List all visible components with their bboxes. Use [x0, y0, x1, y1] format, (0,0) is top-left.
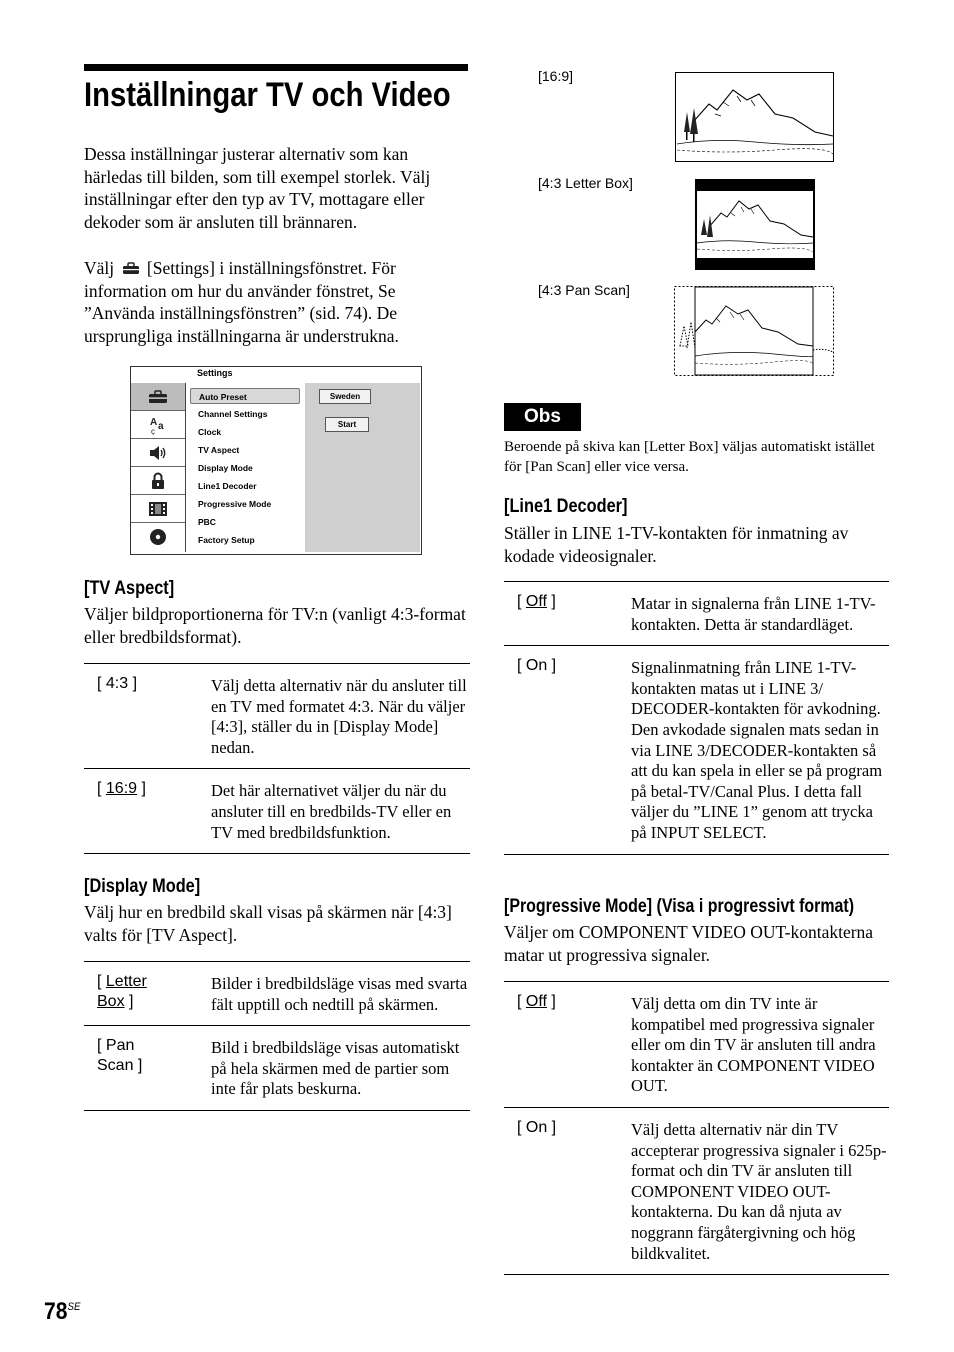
option-label: [ Off ] — [517, 993, 556, 1010]
table-row — [504, 646, 889, 854]
progressive-mode-heading: [Progressive Mode] (Visa i progressivt format) — [504, 896, 855, 917]
display-mode-table — [84, 961, 470, 1111]
start-button[interactable]: Start — [325, 417, 369, 432]
option-desc: Bild i bredbildsläge visas automatiskt på hela skärmen med de partier som inte får plats beskurna. — [211, 1038, 460, 1099]
label-16-9: [16:9] — [538, 68, 574, 84]
title-rule — [84, 64, 468, 71]
intro-settings-text: [Settings] i inställningsfönstret. För information om hur du använder fönstret, Se ”Använda inställningsfönstren” (sid. 74). De ursprungliga inställningarna är understrukna. — [84, 258, 399, 346]
progressive-mode-desc: Väljer om COMPONENT VIDEO OUT-kontakterna matar ut progressiva signaler. — [504, 922, 874, 965]
page-suffix: SE — [67, 1301, 81, 1313]
display-mode-heading: [Display Mode] — [84, 876, 201, 897]
table-row — [84, 664, 470, 769]
country-select-button[interactable]: Sweden — [319, 389, 371, 404]
table-row — [504, 582, 889, 646]
option-desc: Välj detta alternativ när din TV accepterar progressiva signaler i 625p-format och din TV är ansluten till COMPONENT VIDEO OUT-kontakterna. Du kan då njuta av noggrann färgåtergivning och hög bildkvalitet. — [631, 1119, 887, 1263]
page-title: Inställningar TV och Video — [84, 76, 451, 114]
table-row — [504, 982, 889, 1108]
option-label: [ Off ] — [517, 593, 556, 610]
menu-item-tv-aspect[interactable]: TV Aspect — [198, 445, 240, 455]
menu-item-line1-decoder[interactable]: Line1 Decoder — [198, 481, 257, 491]
menu-item-auto-preset[interactable]: Auto Preset — [190, 388, 300, 404]
progressive-mode-table — [504, 981, 889, 1275]
audio-speaker-icon[interactable] — [131, 439, 185, 467]
option-desc: Välj detta om din TV inte är kompatibel med progressiva signaler eller om din TV är ansluten till andra kontakter än COMPONENT VIDEO OUT. — [631, 994, 876, 1096]
illustration-panscan — [674, 286, 834, 376]
menu-item-factory-setup[interactable]: Factory Setup — [198, 535, 255, 545]
svg-text:A: A — [150, 416, 158, 428]
dialog-icon-column — [131, 383, 186, 552]
option-label: [ 16:9 ] — [97, 780, 146, 798]
intro-settings-paragraph — [84, 257, 468, 347]
option-label: [ On ] — [517, 657, 557, 675]
option-label: [ Pan Scan ] — [97, 1037, 143, 1075]
note-text: Beroende på skiva kan [Letter Box] väljas automatiskt istället för [Pan Scan] eller vice versa. — [504, 439, 875, 475]
note-badge: Obs — [504, 403, 581, 431]
option-desc: Det här alternativet väljer du när du ansluter till en bredbilds-TV eller en TV med bredbildsfunktion. — [211, 781, 452, 842]
illustration-letterbox — [695, 179, 815, 270]
svg-text:a: a — [158, 420, 164, 432]
option-desc: Signalinmatning från LINE 1-TV-kontakten matas ut i LINE 3/ DECODER-kontakten för avkodning. Den avkodade signalen mats sedan in via LINE 3/DECODER-kontakten så att du kan spela in eller se på program på betal-TV/Canal Plus. I detta fall väljer du ”LINE 1” genom att trycka på INPUT SELECT. — [631, 658, 883, 842]
menu-item-pbc[interactable]: PBC — [198, 517, 216, 527]
intro-text: Dessa inställningar justerar alternativ som kan härledas till bilden, som till exempel storlek. Välj inställningar efter den typ av TV, mottagare eller dekoder som är ansluten till brännaren. — [84, 144, 431, 232]
menu-item-clock[interactable]: Clock — [198, 427, 222, 437]
menu-item-display-mode[interactable]: Display Mode — [198, 463, 253, 473]
language-icon[interactable] — [131, 411, 185, 439]
disc-icon[interactable] — [131, 523, 185, 550]
dialog-value-panel — [305, 383, 420, 552]
svg-text:ç: ç — [151, 426, 155, 435]
option-desc: Välj detta alternativ när du ansluter till en TV med formatet 4:3. När du väljer [4:3], ställer du in [Display Mode] nedan. — [211, 676, 467, 757]
line1-decoder-desc: Ställer in LINE 1-TV-kontakten för inmatning av kodade videosignaler. — [504, 523, 849, 566]
tv-aspect-table — [84, 663, 470, 854]
tv-aspect-heading: [TV Aspect] — [84, 578, 175, 599]
table-row — [504, 1107, 889, 1274]
option-desc: Matar in signalerna från LINE 1-TV-kontakten. Detta är standardläget. — [631, 594, 876, 634]
intro-paragraph — [84, 143, 468, 233]
table-row — [84, 769, 470, 854]
option-desc: Bilder i bredbildsläge visas med svarta fält upptill och nedtill på skärmen. — [211, 974, 468, 1014]
option-label: [ 4:3 ] — [97, 675, 138, 692]
menu-item-channel-settings[interactable]: Channel Settings — [198, 409, 268, 419]
option-label: [ On ] — [517, 1118, 557, 1136]
parental-lock-icon[interactable] — [131, 467, 185, 495]
settings-toolbox-icon[interactable] — [131, 383, 185, 411]
dialog-title: Settings — [197, 368, 233, 378]
tv-aspect-desc: Väljer bildproportionerna för TV:n (vanligt 4:3-format eller bredbildsformat). — [84, 604, 466, 647]
display-mode-desc: Välj hur en bredbild skall visas på skärmen när [4:3] valts för [TV Aspect]. — [84, 902, 452, 945]
label-panscan: [4:3 Pan Scan] — [538, 282, 630, 298]
table-row — [84, 1026, 470, 1111]
menu-item-progressive-mode[interactable]: Progressive Mode — [198, 499, 272, 509]
settings-toolbox-icon — [122, 258, 140, 271]
option-label: [ Letter Box ] — [97, 973, 147, 1010]
video-film-icon[interactable] — [131, 495, 185, 523]
dialog-menu — [186, 383, 305, 552]
illustration-16-9 — [675, 72, 834, 162]
table-row — [84, 962, 470, 1026]
settings-dialog — [130, 366, 422, 555]
intro-select-text: Välj — [84, 258, 115, 278]
label-letterbox: [4:3 Letter Box] — [538, 175, 633, 191]
page-number: $78^{SE}$ — [44, 1298, 81, 1325]
line1-decoder-table — [504, 581, 889, 855]
line1-decoder-heading: [Line1 Decoder] — [504, 496, 628, 517]
